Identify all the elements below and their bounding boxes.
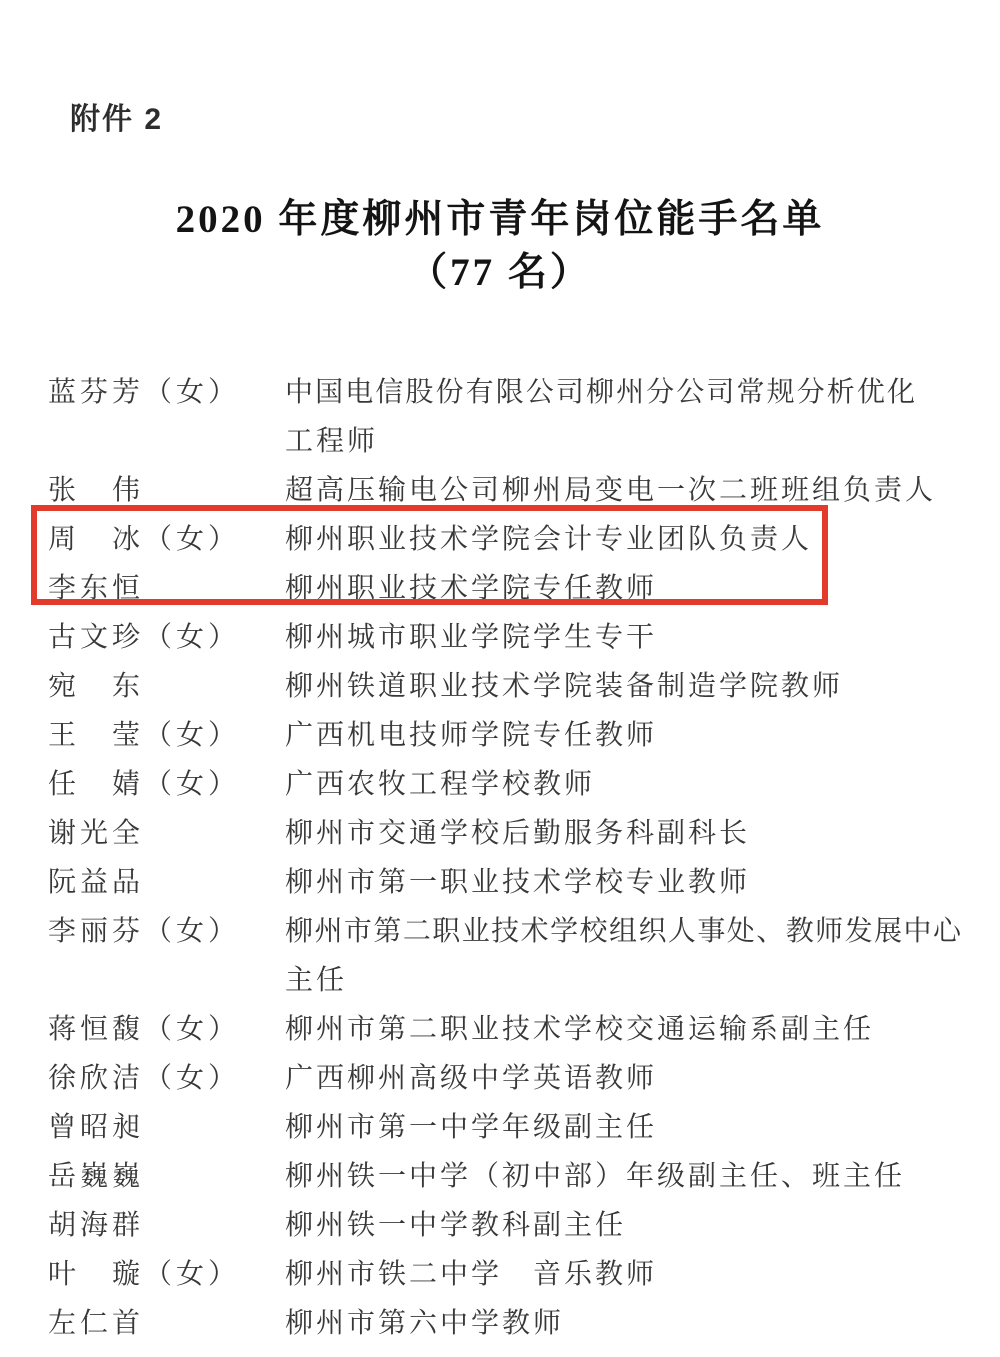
title-block xyxy=(0,193,1000,299)
awardee-name: 李东恒 xyxy=(48,573,145,604)
awardee-position-line: 柳州市第六中学教师 xyxy=(285,1308,565,1339)
awardee-position xyxy=(285,760,968,809)
list-item xyxy=(48,1299,968,1348)
awardee-position-line: 柳州市第一中学年级副主任 xyxy=(285,1112,658,1143)
list-item xyxy=(48,858,968,907)
list-item xyxy=(48,1103,968,1152)
document-title: 2020 年度柳州市青年岗位能手名单 xyxy=(175,198,825,241)
awardee-position xyxy=(285,1299,968,1348)
list-item xyxy=(48,1201,968,1250)
awardee-name: 蓝芬芳（女） xyxy=(48,377,241,408)
awardee-position-line: 广西农牧工程学校教师 xyxy=(285,769,596,800)
awardee-position-line: 柳州市第二职业技术学校交通运输系副主任 xyxy=(285,1014,875,1045)
awardee-position xyxy=(285,907,968,1005)
awardee-position xyxy=(285,1054,968,1103)
awardee-name: 王 莹（女） xyxy=(48,720,241,751)
awardee-position-line: 超高压输电公司柳州局变电一次二班班组负责人 xyxy=(285,475,937,506)
list-item xyxy=(48,1250,968,1299)
awardee-position-line: 柳州铁一中学教科副主任 xyxy=(285,1210,627,1241)
awardee-position xyxy=(285,368,968,466)
awardee-name: 任 婧（女） xyxy=(48,769,241,800)
awardee-position-line: 柳州市交通学校后勤服务科副科长 xyxy=(285,818,751,849)
list-item xyxy=(48,466,968,515)
awardee-name: 古文珍（女） xyxy=(48,622,241,653)
awardee-position xyxy=(285,1005,968,1054)
awardee-list xyxy=(48,368,968,1348)
awardee-name: 李丽芬（女） xyxy=(48,916,241,947)
awardee-position xyxy=(285,613,968,662)
awardee-name: 宛 东 xyxy=(48,671,145,702)
list-item xyxy=(48,613,968,662)
list-item xyxy=(48,760,968,809)
document-subtitle: （77 名） xyxy=(408,251,592,294)
awardee-name: 叶 璇（女） xyxy=(48,1259,241,1290)
list-item xyxy=(48,1152,968,1201)
awardee-position xyxy=(285,515,968,564)
awardee-name: 周 冰（女） xyxy=(48,524,241,555)
awardee-position-line: 柳州职业技术学院会计专业团队负责人 xyxy=(285,524,813,555)
awardee-position-line: 主任 xyxy=(285,965,348,996)
awardee-position-line: 工程师 xyxy=(285,426,379,457)
awardee-name: 徐欣洁（女） xyxy=(48,1063,241,1094)
awardee-name: 谢光全 xyxy=(48,818,145,849)
list-item xyxy=(48,662,968,711)
awardee-name: 胡海群 xyxy=(48,1210,145,1241)
awardee-name: 阮益品 xyxy=(48,867,145,898)
awardee-position-line: 柳州铁道职业技术学院装备制造学院教师 xyxy=(285,671,844,702)
awardee-position-line: 柳州市铁二中学 音乐教师 xyxy=(285,1259,658,1290)
awardee-position-line: 柳州职业技术学院专任教师 xyxy=(285,573,658,604)
list-item xyxy=(48,907,968,1005)
awardee-name: 左仁首 xyxy=(48,1308,145,1339)
awardee-position-line: 柳州铁一中学（初中部）年级副主任、班主任 xyxy=(285,1161,906,1192)
awardee-position xyxy=(285,858,968,907)
list-item xyxy=(48,711,968,760)
awardee-position xyxy=(285,809,968,858)
awardee-name: 曾昭昶 xyxy=(48,1112,145,1143)
list-item xyxy=(48,515,968,564)
awardee-position-line: 广西机电技师学院专任教师 xyxy=(285,720,658,751)
awardee-position xyxy=(285,1103,968,1152)
awardee-position xyxy=(285,1250,968,1299)
awardee-position-line: 广西柳州高级中学英语教师 xyxy=(285,1063,658,1094)
awardee-position-line: 柳州城市职业学院学生专干 xyxy=(285,622,658,653)
awardee-position-line: 柳州市第一职业技术学校专业教师 xyxy=(285,867,751,898)
attachment-label: 附件 2 xyxy=(70,103,164,136)
awardee-position xyxy=(285,564,968,613)
awardee-position xyxy=(285,1152,968,1201)
awardee-position xyxy=(285,1201,968,1250)
awardee-position-line: 中国电信股份有限公司柳州分公司常规分析优化 xyxy=(285,377,915,408)
awardee-name: 蒋恒馥（女） xyxy=(48,1014,241,1045)
list-item xyxy=(48,1054,968,1103)
awardee-position xyxy=(285,711,968,760)
awardee-name: 张 伟 xyxy=(48,475,145,506)
list-item xyxy=(48,1005,968,1054)
list-item xyxy=(48,809,968,858)
list-item xyxy=(48,564,968,613)
awardee-position-line: 柳州市第二职业技术学校组织人事处、教师发展中心 xyxy=(285,916,961,947)
awardee-position xyxy=(285,466,968,515)
awardee-name: 岳巍巍 xyxy=(48,1161,145,1192)
list-item xyxy=(48,368,968,466)
awardee-position xyxy=(285,662,968,711)
